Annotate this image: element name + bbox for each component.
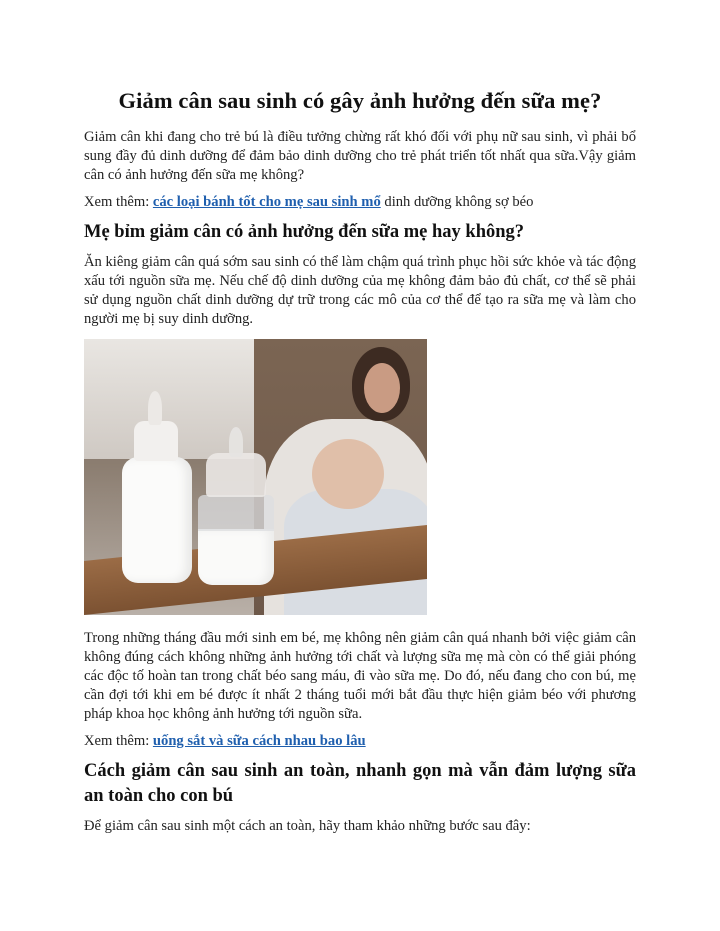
see-more-label: Xem thêm: <box>84 194 153 210</box>
see-more-2 <box>84 732 636 751</box>
article-title: Giảm cân sau sinh có gây ảnh hưởng đến sữa mẹ? <box>118 88 602 113</box>
see-more-link-2[interactable]: uống sắt và sữa cách nhau bao lâu <box>152 733 366 749</box>
article <box>84 86 636 836</box>
section-heading-1: Mẹ bỉm giảm cân có ảnh hưởng đến sữa mẹ hay không? <box>84 222 525 242</box>
see-more-link-1[interactable]: các loại bánh tốt cho mẹ sau sinh mổ <box>152 194 381 210</box>
intro-paragraph: Giảm cân khi đang cho trẻ bú là điều tưởng chừng rất khó đối với phụ nữ sau sinh, vì phải bổ sung đầy đủ dinh dưỡng để đảm bảo dinh dưỡng cho trẻ phát triển tốt nhất qua sữa.Vậy giảm cân có ảnh hưởng đến sữa mẹ không? <box>84 129 636 183</box>
section-1-paragraph: Ăn kiêng giảm cân quá sớm sau sinh có thể làm chậm quá trình phục hồi sức khỏe và tác động xấu tới nguồn sữa mẹ. Nếu chế độ dinh dưỡng của mẹ không đảm bảo đủ chất, cơ thể sẽ phải sử dụng nguồn chất dinh dưỡng dự trữ trong các mô của cơ thể để tạo ra sữa mẹ và làm cho người mẹ bị suy dinh dưỡng. <box>84 254 636 327</box>
mother-bottles-photo <box>84 339 427 615</box>
see-more-1 <box>84 193 636 212</box>
see-more-label: Xem thêm: <box>84 733 153 749</box>
section-2-paragraph: Để giảm cân sau sinh một cách an toàn, hãy tham khảo những bước sau đây: <box>84 818 531 834</box>
see-more-suffix: dinh dưỡng không sợ béo <box>380 194 534 210</box>
section-heading-2: Cách giảm cân sau sinh an toàn, nhanh gọn mà vẫn đảm lượng sữa an toàn cho con bú <box>84 761 636 806</box>
section-1-paragraph-2: Trong những tháng đầu mới sinh em bé, mẹ không nên giảm cân quá nhanh bởi việc giảm cân không đúng cách không những ảnh hưởng tới chất và lượng sữa mẹ mà còn có thể giải phóng các độc tố hoàn tan trong chất béo sang máu, đi vào sữa mẹ. Do đó, nếu đang cho con bú, mẹ cần đợi tới khi em bé được ít nhất 2 tháng tuổi mới bắt đầu thực hiện giảm béo với phương pháp khoa học không ảnh hưởng tới nguồn sữa. <box>84 630 636 722</box>
